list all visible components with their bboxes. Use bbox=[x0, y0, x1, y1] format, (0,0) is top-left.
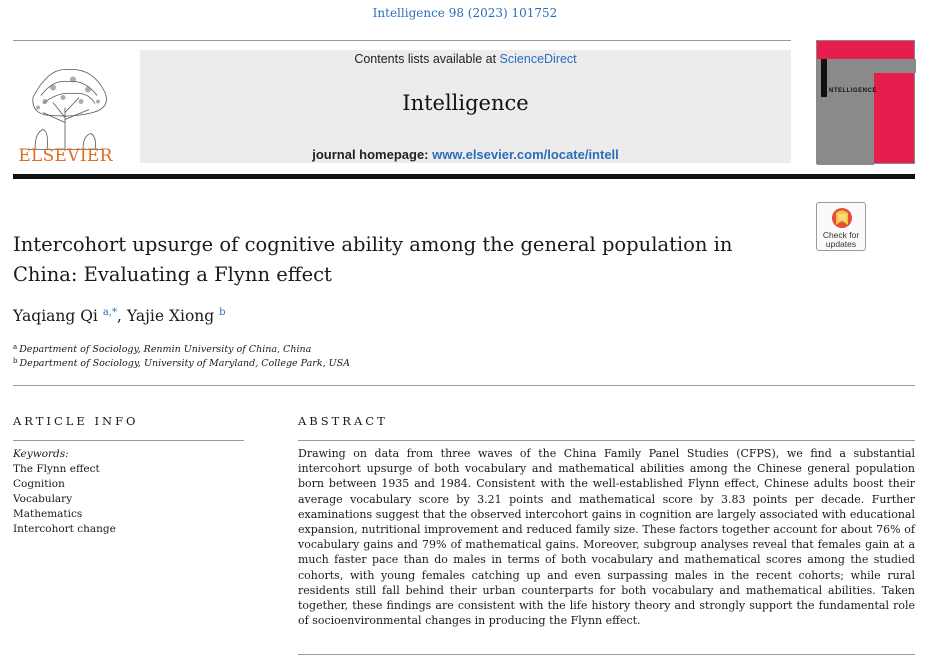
contents-prefix: Contents lists available at bbox=[354, 52, 500, 66]
abstract-heading: ABSTRACT bbox=[298, 414, 388, 428]
article-info-heading: ARTICLE INFO bbox=[13, 414, 139, 428]
affiliation-mark: b bbox=[13, 357, 18, 365]
keyword-item: Cognition bbox=[13, 478, 65, 490]
abstract-bottom-rule bbox=[298, 654, 915, 655]
affiliation-b bbox=[13, 357, 350, 369]
header-thick-rule bbox=[13, 174, 915, 179]
article-title: Intercohort upsurge of cognitive ability among the general population in China: Evaluating a Flynn effect bbox=[13, 233, 733, 286]
cover-grey-strip bbox=[874, 59, 916, 73]
keywords-label: Keywords: bbox=[13, 448, 69, 460]
keyword-item: Mathematics bbox=[13, 508, 83, 520]
article-info-rule bbox=[13, 440, 244, 441]
check-for-updates-button[interactable] bbox=[816, 202, 866, 251]
journal-citation[interactable]: Intelligence 98 (2023) 101752 bbox=[372, 6, 558, 20]
section-divider bbox=[13, 385, 915, 386]
keyword-item: The Flynn effect bbox=[13, 463, 100, 475]
affiliation-text: Department of Sociology, Renmin University of China, China bbox=[19, 344, 312, 355]
crossmark-icon bbox=[831, 207, 853, 229]
header-top-rule bbox=[13, 40, 791, 41]
affiliation-a bbox=[13, 343, 311, 355]
author-list bbox=[13, 307, 226, 325]
sciencedirect-link[interactable]: ScienceDirect bbox=[499, 52, 577, 66]
author-separator: , bbox=[116, 307, 127, 325]
homepage-prefix: journal homepage: bbox=[312, 147, 433, 162]
cover-title: NTELLIGENCE bbox=[829, 88, 877, 94]
contents-line bbox=[140, 52, 791, 66]
journal-homepage bbox=[140, 147, 791, 162]
abstract-rule bbox=[298, 440, 915, 441]
elsevier-wordmark[interactable]: ELSEVIER bbox=[18, 146, 113, 166]
affiliation-text: Department of Sociology, University of Maryland, College Park, USA bbox=[19, 358, 351, 369]
journal-name: Intelligence bbox=[402, 91, 529, 115]
cover-letter-i bbox=[821, 59, 827, 97]
keyword-item: Vocabulary bbox=[13, 493, 73, 505]
abstract-body: Drawing on data from three waves of the China Family Panel Studies (CFPS), we find a substantial intercohort upsurge of both vocabulary and mathematical abilities among the Chinese general population born between 1935 and 1984. Consistent with the well-established Flynn effect, Chinese adults boost their average vocabulary score by 3.21 points and mathematical score by 3.83 points per decade. Further examinations suggest that the observed intercohort gains in cognition are largely associated with educational expansion, nutritional improvement and reduced family size. These factors together account for about 76% of vocabulary gains and 79% of mathematical gains. Moreover, subgroup analyses reveal that females gain at a much faster pace than do males in terms of both vocabulary and mathematical scores among the studied cohorts, with young females catching up and even surpassing males in the recent cohorts; while rural residents still fall behind their urban counterparts for both vocabulary and mathematical abilities. Taken together, these findings are consistent with the life history theory and strongly support the fundamental role of socioenvironmental changes in producing the Flynn effect. bbox=[298, 447, 915, 628]
author-name[interactable]: Yaqiang Qi bbox=[13, 307, 98, 325]
keyword-item: Intercohort change bbox=[13, 523, 116, 535]
keywords-block bbox=[13, 447, 116, 537]
affiliation-mark: a bbox=[13, 343, 18, 351]
author-affiliation-marks[interactable]: a,* bbox=[102, 307, 117, 318]
author-name[interactable]: Yajie Xiong bbox=[126, 307, 215, 325]
homepage-link[interactable]: www.elsevier.com/locate/intell bbox=[432, 147, 619, 162]
author-affiliation-marks[interactable]: b bbox=[219, 307, 226, 318]
check-for-updates-label: Check for updates bbox=[822, 230, 860, 249]
journal-cover-thumbnail[interactable] bbox=[816, 40, 915, 164]
